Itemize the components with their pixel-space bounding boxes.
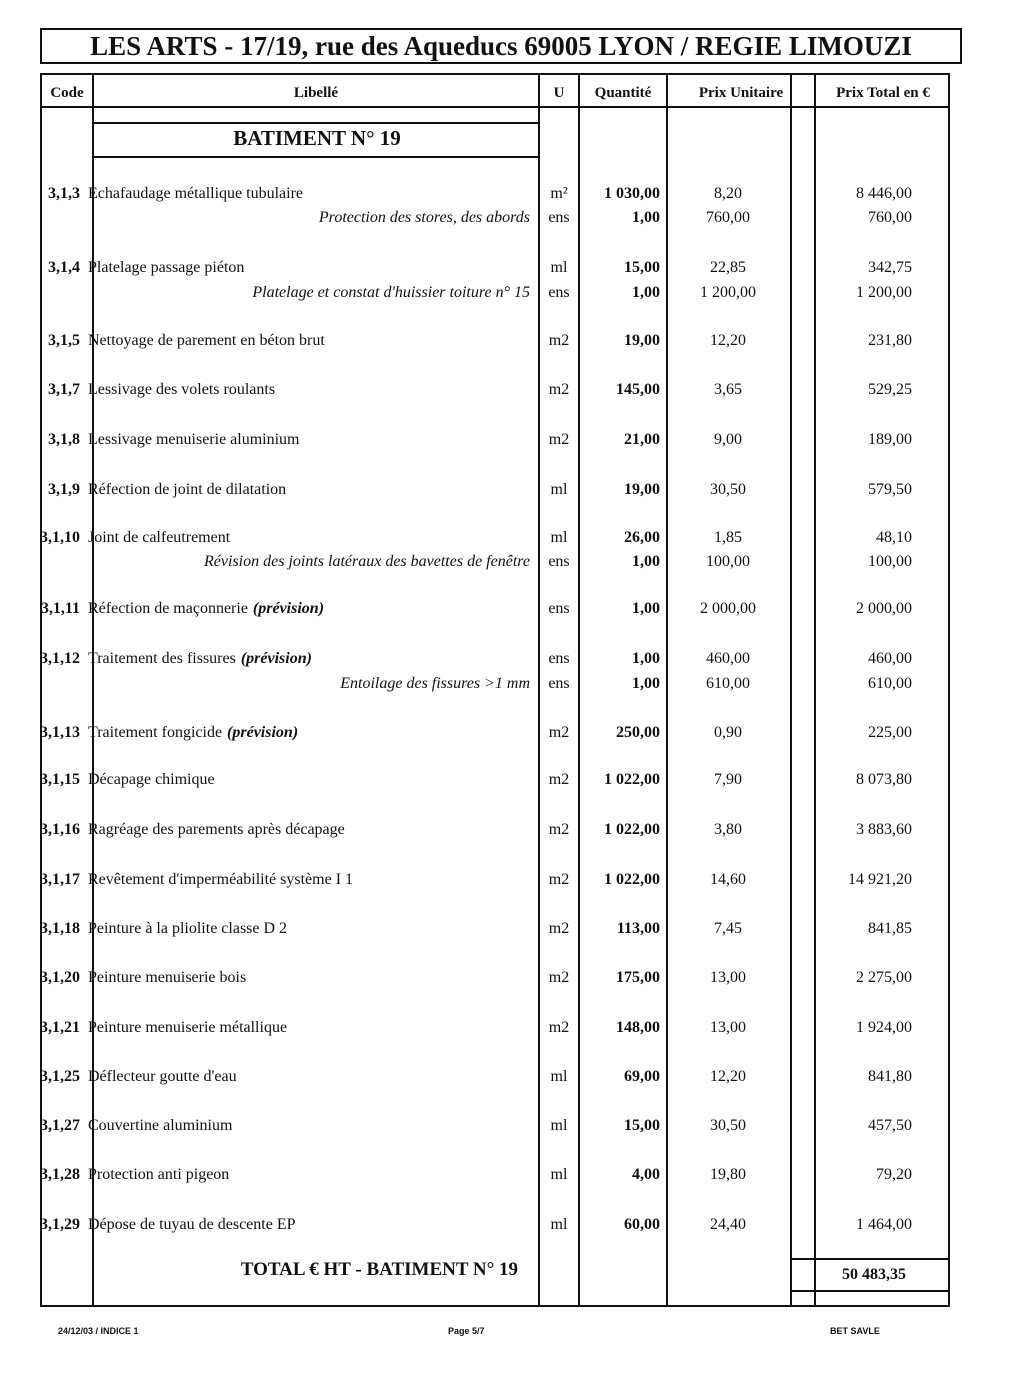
row-quantite: 175,00 <box>616 969 660 986</box>
table-row <box>0 768 1024 792</box>
row-note: (prévision) <box>240 650 312 667</box>
table-row <box>0 721 1024 745</box>
document-title: LES ARTS - 17/19, rue des Aqueducs 69005 LYON / REGIE LIMOUZI <box>40 28 962 64</box>
row-quantite: 1,00 <box>632 650 660 667</box>
table-row <box>0 672 1024 696</box>
row-prix-total: 3 883,60 <box>856 821 912 838</box>
row-libelle-text: Traitement des fissures <box>88 650 236 667</box>
row-prix-unitaire: 7,90 <box>714 771 742 788</box>
row-prix-unitaire: 460,00 <box>706 650 750 667</box>
row-libelle: Platelage passage piéton <box>88 259 245 276</box>
row-code: 3,1,10 <box>40 529 80 546</box>
row-libelle: Peinture menuiserie métallique <box>88 1019 288 1036</box>
row-quantite: 1,00 <box>632 553 660 570</box>
row-quantite: 19,00 <box>624 481 660 498</box>
row-prix-unitaire: 9,00 <box>714 431 742 448</box>
row-libelle: Réfection de joint de dilatation <box>88 481 287 498</box>
row-quantite: 69,00 <box>624 1068 660 1085</box>
row-prix-unitaire: 7,45 <box>714 920 742 937</box>
row-prix-unitaire: 13,00 <box>710 969 746 986</box>
table-row <box>0 1213 1024 1237</box>
row-libelle: Platelage et constat d'huissier toiture n° 15 <box>252 284 530 301</box>
row-code: 3,1,7 <box>48 381 80 398</box>
row-prix-unitaire: 8,20 <box>714 185 742 202</box>
row-quantite: 4,00 <box>632 1166 660 1183</box>
header-code: Code <box>50 85 84 101</box>
row-libelle: Echafaudage métallique tubulaire <box>88 185 304 202</box>
table-row <box>0 206 1024 230</box>
row-prix-unitaire: 100,00 <box>706 553 750 570</box>
footer-date-index: 24/12/03 / INDICE 1 <box>58 1326 139 1336</box>
footer-page-number: Page 5/7 <box>448 1326 485 1336</box>
row-prix-total: 8 446,00 <box>856 185 912 202</box>
row-code: 3,1,20 <box>40 969 80 986</box>
row-prix-unitaire: 12,20 <box>710 1068 746 1085</box>
table-row <box>0 256 1024 280</box>
row-prix-total: 14 921,20 <box>848 871 912 888</box>
row-code: 3,1,9 <box>48 481 80 498</box>
table-row <box>0 478 1024 502</box>
row-code: 3,1,15 <box>40 771 80 788</box>
row-libelle: Révision des joints latéraux des bavettes de fenêtre <box>204 553 530 570</box>
row-code: 3,1,5 <box>48 332 80 349</box>
row-quantite: 113,00 <box>616 920 660 937</box>
row-prix-total: 579,50 <box>868 481 912 498</box>
table-row <box>0 966 1024 990</box>
row-libelle: Ragréage des parements après décapage <box>88 821 345 838</box>
row-prix-total: 2 275,00 <box>856 969 912 986</box>
row-unit: m2 <box>548 332 570 349</box>
row-code: 3,1,13 <box>40 724 80 741</box>
row-quantite: 1,00 <box>632 675 660 692</box>
header-prix-total: Prix Total en € <box>836 85 930 101</box>
row-quantite: 1,00 <box>632 209 660 226</box>
row-libelle: Peinture à la pliolite classe D 2 <box>88 920 288 937</box>
row-quantite: 148,00 <box>616 1019 660 1036</box>
row-code: 3,1,3 <box>48 185 80 202</box>
row-unit: m2 <box>548 431 570 448</box>
table-row <box>0 526 1024 550</box>
row-prix-total: 79,20 <box>876 1166 912 1183</box>
row-quantite: 1 022,00 <box>604 871 660 888</box>
row-unit: ml <box>550 1166 568 1183</box>
row-quantite: 1,00 <box>632 600 660 617</box>
row-prix-total: 1 464,00 <box>856 1216 912 1233</box>
row-libelle: Dépose de tuyau de descente EP <box>88 1216 296 1233</box>
row-unit: ens <box>548 284 570 301</box>
header-prix-unitaire: Prix Unitaire <box>698 85 784 101</box>
row-unit: m2 <box>548 724 570 741</box>
table-row <box>0 281 1024 305</box>
table-row <box>0 182 1024 206</box>
table-row <box>0 550 1024 574</box>
table-row <box>0 917 1024 941</box>
row-libelle: Joint de calfeutrement <box>88 529 231 546</box>
row-prix-total: 189,00 <box>868 431 912 448</box>
row-libelle <box>88 597 324 621</box>
row-prix-unitaire: 14,60 <box>710 871 746 888</box>
row-unit: m2 <box>548 381 570 398</box>
table-row <box>0 1016 1024 1040</box>
total-label: TOTAL € HT - BATIMENT N° 19 <box>240 1259 518 1280</box>
row-libelle: Entoilage des fissures >1 mm <box>340 675 530 692</box>
row-quantite: 19,00 <box>624 332 660 349</box>
row-unit: m2 <box>548 871 570 888</box>
row-unit: ens <box>548 650 570 667</box>
section-title-top <box>92 122 538 124</box>
row-prix-total: 610,00 <box>868 675 912 692</box>
row-prix-total: 460,00 <box>868 650 912 667</box>
row-prix-unitaire: 610,00 <box>706 675 750 692</box>
row-prix-total: 841,80 <box>868 1068 912 1085</box>
row-unit: ml <box>550 481 568 498</box>
row-libelle: Décapage chimique <box>88 771 215 788</box>
row-libelle-text: Réfection de maçonnerie <box>88 600 248 617</box>
row-prix-unitaire: 24,40 <box>710 1216 746 1233</box>
row-prix-unitaire: 2 000,00 <box>700 600 756 617</box>
row-quantite: 1,00 <box>632 284 660 301</box>
table-row <box>0 868 1024 892</box>
row-unit: m2 <box>548 920 570 937</box>
row-quantite: 145,00 <box>616 381 660 398</box>
row-prix-unitaire: 19,80 <box>710 1166 746 1183</box>
row-quantite: 1 022,00 <box>604 821 660 838</box>
row-quantite: 1 030,00 <box>604 185 660 202</box>
row-prix-unitaire: 1,85 <box>714 529 742 546</box>
row-unit: m2 <box>548 771 570 788</box>
row-libelle <box>88 647 312 671</box>
table-row <box>0 329 1024 353</box>
row-quantite: 26,00 <box>624 529 660 546</box>
table-row <box>0 647 1024 671</box>
row-code: 3,1,16 <box>40 821 80 838</box>
row-quantite: 15,00 <box>624 1117 660 1134</box>
row-code: 3,1,21 <box>40 1019 80 1036</box>
table-row <box>0 378 1024 402</box>
table-row <box>0 597 1024 621</box>
row-prix-unitaire: 13,00 <box>710 1019 746 1036</box>
row-unit: ens <box>548 675 570 692</box>
row-libelle: Couvertine aluminium <box>88 1117 233 1134</box>
total-row-top <box>790 1258 950 1260</box>
row-unit: ml <box>550 1068 568 1085</box>
row-quantite: 250,00 <box>616 724 660 741</box>
row-code: 3,1,18 <box>40 920 80 937</box>
row-prix-total: 1 200,00 <box>856 284 912 301</box>
row-code: 3,1,27 <box>40 1117 80 1134</box>
row-prix-unitaire: 12,20 <box>710 332 746 349</box>
row-libelle: Lessivage des volets roulants <box>88 381 276 398</box>
table-row <box>0 1163 1024 1187</box>
row-code: 3,1,11 <box>40 600 80 617</box>
row-prix-total: 1 924,00 <box>856 1019 912 1036</box>
table-row <box>0 818 1024 842</box>
row-prix-unitaire: 1 200,00 <box>700 284 756 301</box>
row-prix-total: 529,25 <box>868 381 912 398</box>
row-libelle: Protection anti pigeon <box>88 1166 230 1183</box>
row-prix-unitaire: 22,85 <box>710 259 746 276</box>
header-quantite: Quantité <box>594 85 652 101</box>
row-code: 3,1,29 <box>40 1216 80 1233</box>
header-u: U <box>553 85 565 101</box>
row-libelle: Nettoyage de parement en béton brut <box>88 332 325 349</box>
row-unit: ml <box>550 1216 568 1233</box>
row-prix-total: 457,50 <box>868 1117 912 1134</box>
footer-bureau: BET SAVLE <box>830 1326 880 1336</box>
row-code: 3,1,28 <box>40 1166 80 1183</box>
row-unit: m2 <box>548 1019 570 1036</box>
row-prix-unitaire: 30,50 <box>710 481 746 498</box>
row-unit: ml <box>550 259 568 276</box>
row-prix-unitaire: 30,50 <box>710 1117 746 1134</box>
row-code: 3,1,8 <box>48 431 80 448</box>
row-unit: m² <box>550 185 568 202</box>
row-prix-total: 231,80 <box>868 332 912 349</box>
row-code: 3,1,4 <box>48 259 80 276</box>
table-row <box>0 1114 1024 1138</box>
row-prix-total: 841,85 <box>868 920 912 937</box>
row-quantite: 15,00 <box>624 259 660 276</box>
row-prix-unitaire: 0,90 <box>714 724 742 741</box>
row-unit: ens <box>548 209 570 226</box>
row-unit: ml <box>550 1117 568 1134</box>
row-prix-total: 225,00 <box>868 724 912 741</box>
row-libelle <box>88 721 298 745</box>
row-prix-total: 2 000,00 <box>856 600 912 617</box>
row-note: (prévision) <box>227 724 299 741</box>
row-unit: m2 <box>548 821 570 838</box>
section-title: BATIMENT N° 19 <box>233 126 401 150</box>
row-libelle: Déflecteur goutte d'eau <box>88 1068 237 1085</box>
row-unit: ml <box>550 529 568 546</box>
row-libelle: Lessivage menuiserie aluminium <box>88 431 300 448</box>
total-row-bottom <box>790 1290 950 1292</box>
row-prix-total: 48,10 <box>876 529 912 546</box>
row-prix-total: 8 073,80 <box>856 771 912 788</box>
header-underline <box>40 106 950 108</box>
row-prix-total: 760,00 <box>868 209 912 226</box>
row-libelle: Peinture menuiserie bois <box>88 969 247 986</box>
row-code: 3,1,12 <box>40 650 80 667</box>
row-libelle-text: Traitement fongicide <box>88 724 223 741</box>
row-quantite: 60,00 <box>624 1216 660 1233</box>
row-note: (prévision) <box>252 600 325 617</box>
row-quantite: 21,00 <box>624 431 660 448</box>
row-unit: m2 <box>548 969 570 986</box>
row-prix-unitaire: 3,65 <box>714 381 742 398</box>
row-code: 3,1,17 <box>40 871 80 888</box>
total-value: 50 483,35 <box>842 1266 906 1283</box>
section-title-bottom <box>92 156 538 158</box>
row-prix-unitaire: 3,80 <box>714 821 742 838</box>
row-prix-total: 342,75 <box>868 259 912 276</box>
table-row <box>0 428 1024 452</box>
row-prix-unitaire: 760,00 <box>706 209 750 226</box>
row-unit: ens <box>548 600 570 617</box>
row-prix-total: 100,00 <box>868 553 912 570</box>
row-code: 3,1,25 <box>40 1068 80 1085</box>
row-libelle: Protection des stores, des abords <box>318 209 530 226</box>
row-unit: ens <box>548 553 570 570</box>
header-libelle: Libellé <box>293 85 339 101</box>
table-row <box>0 1065 1024 1089</box>
row-libelle: Revêtement d'imperméabilité système I 1 <box>88 871 354 888</box>
row-quantite: 1 022,00 <box>604 771 660 788</box>
